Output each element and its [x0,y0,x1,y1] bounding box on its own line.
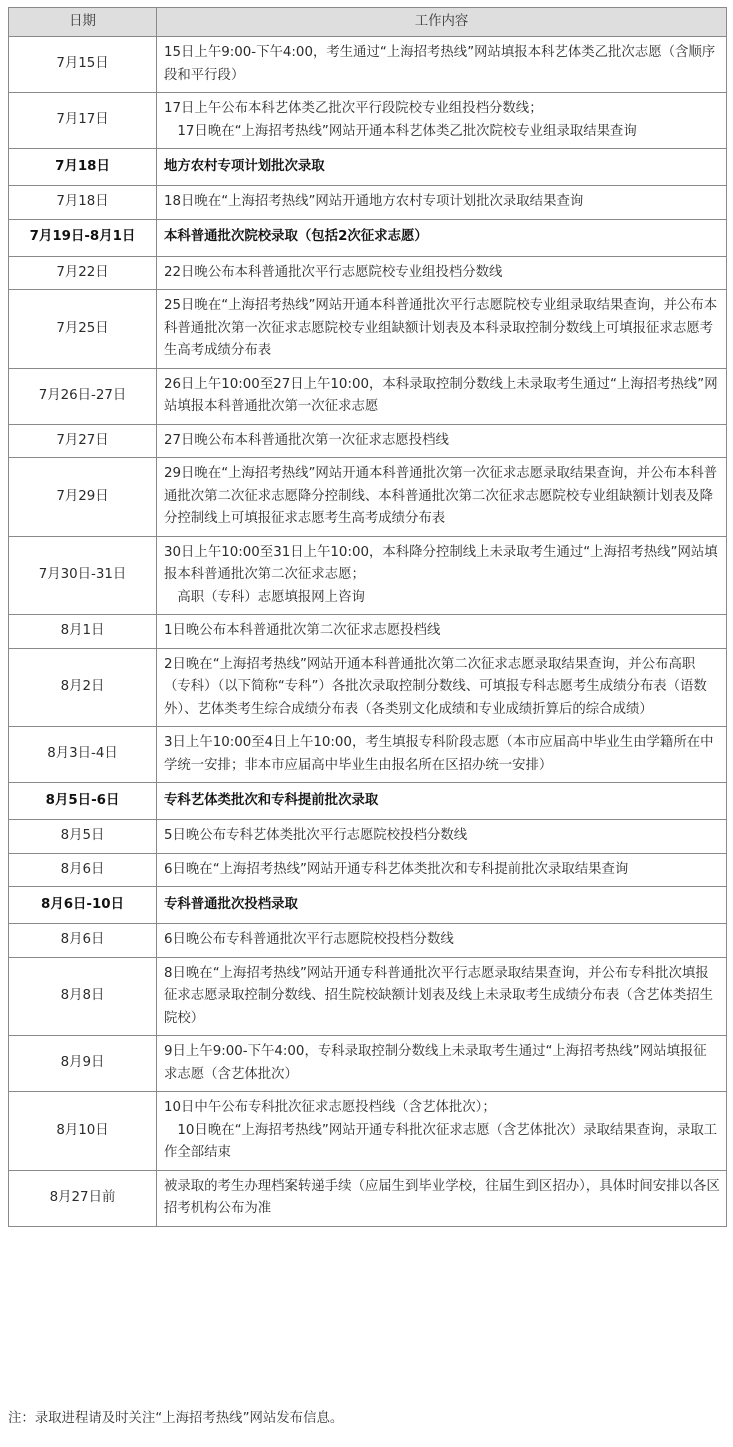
content-cell [157,648,727,727]
content-line: 高职（专科）志愿填报网上咨询 [164,589,365,605]
date-cell: 8月5日 [9,820,157,854]
table-row [9,186,727,220]
content-line: 5日晚公布专科艺体类批次平行志愿院校投档分数线 [164,828,468,843]
content-cell [157,820,727,854]
content-line: 本科普通批次院校录取（包括2次征求志愿） [164,229,428,245]
date-cell: 8月10日 [9,1092,157,1171]
content-line: 27日晚公布本科普通批次第一次征求志愿投档线 [164,432,449,448]
phase-row [9,783,727,820]
table-row [9,957,727,1036]
content-line: 9日上午9:00-下午4:00，专科录取控制分数线上未录取考生通过“上海招考热线”网站填报征求志愿（含艺体批次） [164,1044,707,1082]
table-row [9,37,727,93]
content-cell [157,1092,727,1171]
content-line: 专科普通批次投档录取 [164,896,298,912]
content-line: 22日晚公布本科普通批次平行志愿院校专业组投档分数线 [164,264,503,280]
content-line: 10日晚在“上海招考热线”网站开通专科批次征求志愿（含艺体批次）录取结果查询，录取工作全部结束 [164,1122,718,1160]
content-cell [157,727,727,783]
table-row [9,820,727,854]
date-cell: 7月26日-27日 [9,368,157,424]
content-cell [157,924,727,958]
date-cell: 7月17日 [9,93,157,149]
content-cell [157,149,727,186]
date-cell: 7月18日 [9,186,157,220]
table-row [9,1170,727,1226]
content-line: 29日晚在“上海招考热线”网站开通本科普通批次第一次征求志愿录取结果查询，并公布本科普通批次第二次征求志愿降分控制线、本科普通批次第二次征求志愿院校专业组缺额计划表及降分控制线上可填报征求志愿考生高考成绩分布表 [164,466,718,526]
header-date: 日期 [9,8,157,37]
phase-row [9,887,727,924]
content-line: 专科艺体类批次和专科提前批次录取 [164,792,379,808]
date-cell: 8月5日-6日 [9,783,157,820]
content-cell [157,957,727,1036]
content-cell [157,783,727,820]
date-cell: 8月6日 [9,853,157,887]
table-row [9,256,727,290]
content-line: 6日晚公布专科普通批次平行志愿院校投档分数线 [164,932,454,947]
date-cell: 8月3日-4日 [9,727,157,783]
content-cell [157,186,727,220]
content-cell [157,458,727,537]
date-cell: 8月6日-10日 [9,887,157,924]
table-row [9,424,727,458]
content-cell [157,1170,727,1226]
table-row [9,93,727,149]
date-cell: 8月2日 [9,648,157,727]
date-cell: 8月9日 [9,1036,157,1092]
date-cell: 7月15日 [9,37,157,93]
content-line: 地方农村专项计划批次录取 [164,158,325,174]
phase-row [9,219,727,256]
date-cell: 7月19日-8月1日 [9,219,157,256]
table-row [9,924,727,958]
date-cell: 7月18日 [9,149,157,186]
table-header-row [9,8,727,37]
content-line: 26日上午10:00至27日上午10:00，本科录取控制分数线上未录取考生通过“上海招考热线”网站填报本科普通批次第一次征求志愿 [164,376,718,414]
date-cell: 7月25日 [9,290,157,369]
content-line: 被录取的考生办理档案转递手续（应届生到毕业学校，往届生到区招办），具体时间安排以各区招考机构公布为准 [164,1178,720,1216]
content-line: 18日晚在“上海招考热线”网站开通地方农村专项计划批次录取结果查询 [164,194,584,209]
date-cell: 8月6日 [9,924,157,958]
content-cell [157,853,727,887]
content-line: 15日上午9:00-下午4:00，考生通过“上海招考热线”网站填报本科艺体类乙批次志愿（含顺序段和平行段） [164,45,716,83]
table-row [9,290,727,369]
content-cell [157,256,727,290]
date-cell: 7月30日-31日 [9,536,157,615]
table-row [9,368,727,424]
content-line: 17日晚在“上海招考热线”网站开通本科艺体类乙批次院校专业组录取结果查询 [164,123,637,139]
table-row [9,458,727,537]
content-cell [157,424,727,458]
content-line: 25日晚在“上海招考热线”网站开通本科普通批次平行志愿院校专业组录取结果查询，并公布本科普通批次第一次征求志愿院校专业组缺额计划表及本科录取控制分数线上可填报征求志愿考生高考成绩分布表 [164,298,718,358]
content-line: 2日晚在“上海招考热线”网站开通本科普通批次第二次征求志愿录取结果查询，并公布高职（专科）（以下简称“专科”）各批次录取控制分数线、可填报专科志愿考生成绩分布表（语数外）、艺体类考生综合成绩分布表（各类别文化成绩和专业成绩折算后的综合成绩） [164,656,707,717]
content-line: 17日上午公布本科艺体类乙批次平行段院校专业组投档分数线； [164,101,543,116]
content-line: 6日晚在“上海招考热线”网站开通专科艺体类批次和专科提前批次录取结果查询 [164,861,629,877]
content-cell [157,536,727,615]
date-cell: 8月1日 [9,615,157,649]
table-row [9,1036,727,1092]
table-row [9,853,727,887]
table-row [9,615,727,649]
footnote: 注：录取进程请及时关注“上海招考热线”网站发布信息。 [8,1411,344,1426]
content-cell [157,37,727,93]
table-row [9,536,727,615]
table-row [9,1092,727,1171]
date-cell: 7月27日 [9,424,157,458]
phase-row [9,149,727,186]
content-line: 3日上午10:00至4日上午10:00，考生填报专科阶段志愿（本市应届高中毕业生由学籍所在中学统一安排；非本市应届高中毕业生由报名所在区招办统一安排） [164,735,714,773]
content-line: 8日晚在“上海招考热线”网站开通专科普通批次平行志愿录取结果查询，并公布专科批次填报征求志愿录取控制分数线、招生院校缺额计划表及线上未录取考生成绩分布表（含艺体类招生院校） [164,965,714,1026]
content-line: 1日晚公布本科普通批次第二次征求志愿投档线 [164,623,441,638]
content-cell [157,887,727,924]
date-cell: 8月27日前 [9,1170,157,1226]
table-row [9,727,727,783]
date-cell: 8月8日 [9,957,157,1036]
table-row [9,648,727,727]
content-cell [157,93,727,149]
content-cell [157,219,727,256]
admission-schedule-table [8,7,727,1227]
content-cell [157,1036,727,1092]
header-content: 工作内容 [157,8,727,37]
content-cell [157,290,727,369]
content-line: 10日中午公布专科批次征求志愿投档线（含艺体批次）； [164,1100,496,1115]
content-cell [157,615,727,649]
date-cell: 7月22日 [9,256,157,290]
content-cell [157,368,727,424]
content-line: 30日上午10:00至31日上午10:00，本科降分控制线上未录取考生通过“上海招考热线”网站填报本科普通批次第二次征求志愿； [164,544,718,582]
date-cell: 7月29日 [9,458,157,537]
